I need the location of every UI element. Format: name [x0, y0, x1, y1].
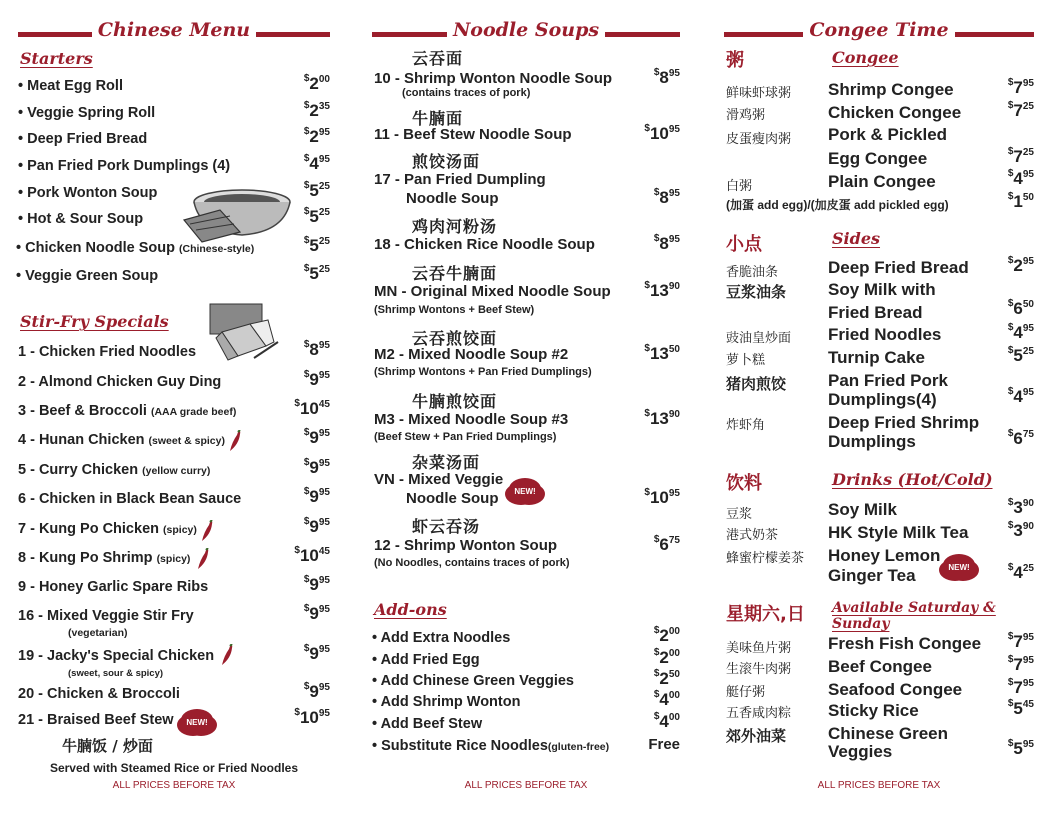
soup-note: (No Noodles, contains traces of pork): [374, 557, 570, 569]
menu-item: 1 - Chicken Fried Noodles: [18, 344, 197, 360]
footer-note: ALL PRICES BEFORE TAX: [464, 780, 588, 791]
soup-bowl-illustration: [180, 180, 298, 250]
soup-name: M3 - Mixed Noodle Soup #3: [374, 411, 569, 428]
item-price: $^{\$}7^{95}$: [1007, 677, 1034, 697]
soup-name: 12 - Shrimp Wonton Soup: [374, 537, 558, 554]
item-cn-name: 蜂蜜柠檬姜茶: [726, 551, 805, 566]
new-badge: NEW!: [180, 711, 214, 735]
item-cn-name: 皮蛋瘦肉粥: [726, 132, 792, 147]
item-price: $^{\$}4^{25}$: [1007, 562, 1034, 582]
menu-item: 19 - Jacky's Special Chicken: [18, 648, 215, 664]
item-price: $^{\$}5^{95}$: [1007, 738, 1034, 758]
item-price: $^{\$}10^{95}$: [644, 123, 680, 143]
item-price: $^{\$}7^{95}$: [1007, 654, 1034, 674]
soup-cn-name: 鸡肉河粉汤: [412, 217, 498, 236]
item-price: $^{\$}5^{25}$: [1007, 345, 1034, 365]
congee-cn-heading: 粥: [726, 50, 744, 71]
item-price: $^{\$}13^{50}$: [644, 343, 680, 363]
menu-item: • Pan Fried Pork Dumplings (4): [18, 158, 231, 174]
item-price: $^{\$}5^{45}$: [1007, 698, 1034, 718]
menu-item: • Deep Fried Bread: [18, 131, 148, 147]
item-name: Fried Noodles: [828, 325, 942, 344]
soup-cn-name: 杂菜汤面: [412, 453, 481, 472]
item-name: Pan Fried Pork: [828, 371, 948, 390]
item-price: $^{\$}8^{95}$: [653, 187, 680, 207]
item-name-line2: Egg Congee: [828, 149, 928, 168]
item-cn-name: 白粥: [726, 179, 753, 194]
item-price: $^{\$}9^{95}$: [303, 681, 330, 701]
item-price: $^{\$}7^{95}$: [1007, 631, 1034, 651]
item-cn-name: 炸虾角: [726, 418, 766, 433]
addons-heading: Add-ons: [374, 600, 447, 619]
item-name-line2: Dumplings(4): [828, 390, 937, 409]
menu-item: • Hot & Sour Soup: [18, 211, 144, 227]
addon-item: • Add Extra Noodles: [372, 630, 511, 646]
soup-name: MN - Original Mixed Noodle Soup: [374, 283, 611, 300]
item-name: Chicken Congee: [828, 103, 962, 122]
item-name: Deep Fried Bread: [828, 258, 969, 277]
drinks-heading: Drinks (Hot/Cold): [832, 470, 993, 489]
menu-item: • Pork Wonton Soup: [18, 185, 158, 201]
item-name: Seafood Congee: [828, 680, 963, 699]
item-name: Deep Fried Shrimp: [828, 413, 980, 432]
item-price: $^{\$}3^{90}$: [1007, 520, 1034, 540]
item-name: Pork & Pickled: [828, 125, 948, 144]
item-cn-name: 猪肉煎饺: [726, 375, 787, 393]
item-cn-name: 五香咸肉粽: [726, 706, 792, 721]
item-cn-name: 生滚牛肉粥: [726, 662, 792, 677]
item-price: $^{\$}10^{95}$: [644, 487, 680, 507]
item-price: $^{\$}9^{95}$: [303, 369, 330, 389]
starters-heading: Starters: [20, 49, 93, 68]
footer-note: ALL PRICES BEFORE TAX: [112, 780, 236, 791]
soup-cn-name: 虾云吞汤: [412, 517, 481, 536]
chili-pepper-icon: [220, 644, 234, 666]
menu-item: • Veggie Spring Roll: [18, 105, 156, 121]
item-price: $^{\$}5^{25}$: [303, 235, 330, 255]
soup-cn-name: 牛腩煎饺面: [412, 392, 498, 411]
column-chinese-menu: [18, 18, 330, 798]
column-congee-time: [724, 18, 1034, 798]
sides-heading: Sides: [832, 229, 881, 248]
item-name: Turnip Cake: [828, 348, 925, 367]
menu-item: • Meat Egg Roll: [18, 78, 123, 94]
item-cn-name: 港式奶茶: [726, 528, 779, 543]
item-price: $^{\$}9^{95}$: [303, 643, 330, 663]
weekend-heading: Available Saturday & Sunday: [832, 600, 996, 632]
soup-name: M2 - Mixed Noodle Soup #2: [374, 346, 569, 363]
item-cn-name: 香脆油条: [726, 265, 779, 280]
chili-pepper-icon: [200, 520, 214, 542]
item-price: $^{\$}4^{95}$: [1007, 386, 1034, 406]
veg-note: (vegetarian): [68, 627, 128, 639]
item-price: $^{\$}2^{35}$: [303, 100, 330, 120]
weekend-cn-heading: 星期六,日: [726, 604, 805, 625]
soup-cn-name: 云吞面: [412, 49, 464, 68]
item-price: $^{\$}2^{00}$: [303, 73, 330, 93]
addon-item: • Add Beef Stew: [372, 716, 483, 732]
item-name-line2: Dumplings: [828, 432, 916, 451]
banner-title: Chinese Menu: [92, 19, 256, 41]
menu-item: 8 - Kung Po Shrimp (spicy): [18, 550, 191, 566]
item-price: $^{\$}9^{95}$: [303, 574, 330, 594]
item-cn-name: 豆浆油条: [726, 283, 787, 301]
congee-heading: Congee: [832, 48, 899, 67]
item-name-line2: Ginger Tea: [828, 566, 916, 585]
menu-item: • Veggie Green Soup: [16, 268, 159, 284]
menu-item: 3 - Beef & Broccoli (AAA grade beef): [18, 403, 237, 419]
item-cn-name: 鲜味虾球粥: [726, 86, 792, 101]
item-price: $^{\$}2^{95}$: [1007, 255, 1034, 275]
item-cn-name: 豉油皇炒面: [726, 331, 792, 346]
item-cn-name: 豆浆: [726, 507, 753, 522]
item-price: $^{\$}6^{75}$: [1007, 428, 1034, 448]
footer-note: ALL PRICES BEFORE TAX: [817, 780, 941, 791]
soup-name: 11 - Beef Stew Noodle Soup: [374, 126, 572, 143]
egg-addon-note: (加蛋 add egg)/(加皮蛋 add pickled egg): [726, 198, 949, 212]
stirfry-heading: Stir-Fry Specials: [20, 312, 169, 331]
item-price: $^{\$}5^{25}$: [303, 206, 330, 226]
soup-cn-name: 云吞煎饺面: [412, 329, 498, 348]
beef-stew-cn: 牛腩饭 / 炒面: [62, 737, 153, 755]
item-price: Free: [648, 736, 680, 753]
item-name: Plain Congee: [828, 172, 936, 191]
soup-name-line2: Noodle Soup: [406, 490, 499, 507]
menu-item: 16 - Mixed Veggie Stir Fry: [18, 608, 194, 624]
item-cn-name: 艇仔粥: [726, 685, 766, 700]
item-price: $^{\$}13^{90}$: [644, 280, 680, 300]
addon-item: • Substitute Rice Noodles(gluten-free): [372, 738, 610, 754]
item-name: Beef Congee: [828, 657, 932, 676]
menu-item: 9 - Honey Garlic Spare Ribs: [18, 579, 209, 595]
drinks-cn-heading: 饮料: [726, 473, 762, 494]
item-price: $^{\$}8^{95}$: [653, 233, 680, 253]
soup-name: 10 - Shrimp Wonton Noodle Soup: [374, 70, 613, 87]
item-cn-name: 滑鸡粥: [726, 108, 766, 123]
item-price: $^{\$}10^{95}$: [294, 707, 330, 727]
addon-item: • Add Chinese Green Veggies: [372, 673, 574, 689]
item-price: $^{\$}4^{00}$: [653, 711, 680, 731]
menu-item: 20 - Chicken & Broccoli: [18, 686, 180, 702]
item-name: Soy Milk with: [828, 280, 936, 299]
item-price: $^{\$}10^{45}$: [294, 398, 330, 418]
item-cn-name: 美味鱼片粥: [726, 641, 792, 656]
item-price: $^{\$}9^{95}$: [303, 516, 330, 536]
jacky-note: (sweet, sour & spicy): [68, 668, 164, 679]
chili-pepper-icon: [228, 430, 242, 452]
soup-note: (contains traces of pork): [402, 87, 531, 99]
item-price: $^{\$}7^{25}$: [1007, 146, 1034, 166]
item-price: $^{\$}2^{50}$: [653, 668, 680, 688]
item-name-line2: Veggies: [828, 742, 893, 761]
addon-item: • Add Fried Egg: [372, 652, 480, 668]
soup-name: 17 - Pan Fried Dumpling: [374, 171, 546, 188]
soup-cn-name: 牛腩面: [412, 109, 464, 128]
item-price: $^{\$}6^{50}$: [1007, 298, 1034, 318]
soup-note: (Shrimp Wontons + Beef Stew): [374, 304, 535, 316]
menu-item: 5 - Curry Chicken (yellow curry): [18, 462, 211, 478]
item-price: $^{\$}7^{95}$: [1007, 77, 1034, 97]
item-cn-name: 郊外油菜: [726, 727, 787, 745]
item-name: Honey Lemon: [828, 546, 941, 565]
item-price: $^{\$}5^{25}$: [303, 180, 330, 200]
item-name-line2: Fried Bread: [828, 303, 923, 322]
item-name: Chinese Green: [828, 724, 948, 743]
item-price: $^{\$}4^{00}$: [653, 689, 680, 709]
soup-cn-name: 云吞牛腩面: [412, 264, 498, 283]
banner-title: Noodle Soups: [447, 19, 605, 41]
item-name: Shrimp Congee: [828, 80, 954, 99]
menu-item: 21 - Braised Beef Stew: [18, 712, 174, 728]
item-name: Soy Milk: [828, 500, 897, 519]
item-price: $^{\$}2^{95}$: [303, 126, 330, 146]
item-name: HK Style Milk Tea: [828, 523, 969, 542]
item-price: $^{\$}9^{95}$: [303, 427, 330, 447]
item-price: $^{\$}13^{90}$: [644, 408, 680, 428]
egg-addon-price: $^{\$}1^{50}$: [1007, 191, 1034, 211]
soup-note: (Beef Stew + Pan Fried Dumplings): [374, 431, 557, 443]
item-price: $^{\$}4^{95}$: [1007, 322, 1034, 342]
new-badge: NEW!: [942, 556, 976, 580]
soup-note: (Shrimp Wontons + Pan Fried Dumplings): [374, 366, 592, 378]
item-price: $^{\$}10^{45}$: [294, 545, 330, 565]
soup-name-line2: Noodle Soup: [406, 190, 499, 207]
item-price: $^{\$}9^{95}$: [303, 486, 330, 506]
item-price: $^{\$}8^{95}$: [653, 67, 680, 87]
banner-noodle-soups: [372, 18, 680, 46]
item-name: Fresh Fish Congee: [828, 634, 982, 653]
item-price: $^{\$}3^{90}$: [1007, 497, 1034, 517]
soup-cn-name: 煎饺汤面: [412, 152, 481, 171]
item-price: $^{\$}4^{95}$: [1007, 168, 1034, 188]
served-note: Served with Steamed Rice or Fried Noodles: [49, 761, 299, 775]
new-badge: NEW!: [508, 480, 542, 504]
menu-item: 7 - Kung Po Chicken (spicy): [18, 521, 197, 537]
menu-item: 4 - Hunan Chicken (sweet & spicy): [18, 432, 225, 448]
column-noodle-soups: [372, 18, 680, 798]
banner-chinese-menu: [18, 18, 330, 46]
item-price: $^{\$}2^{00}$: [653, 647, 680, 667]
item-cn-name: 萝卜糕: [726, 353, 766, 368]
menu-item: 2 - Almond Chicken Guy Ding: [18, 374, 222, 390]
banner-title: Congee Time: [803, 19, 954, 41]
item-price: $^{\$}8^{95}$: [303, 339, 330, 359]
item-price: $^{\$}4^{95}$: [303, 153, 330, 173]
sides-cn-heading: 小点: [726, 234, 762, 255]
chili-pepper-icon: [196, 548, 210, 570]
item-price: $^{\$}9^{95}$: [303, 457, 330, 477]
item-name: Sticky Rice: [828, 701, 919, 720]
soup-name: VN - Mixed Veggie: [374, 471, 504, 488]
item-price: $^{\$}7^{25}$: [1007, 100, 1034, 120]
banner-congee-time: [724, 18, 1034, 46]
item-price: $^{\$}6^{75}$: [653, 534, 680, 554]
soup-name: 18 - Chicken Rice Noodle Soup: [374, 236, 595, 253]
addon-item: • Add Shrimp Wonton: [372, 694, 521, 710]
item-price: $^{\$}2^{00}$: [653, 625, 680, 645]
menu-item: 6 - Chicken in Black Bean Sauce: [18, 491, 242, 507]
item-price: $^{\$}5^{25}$: [303, 263, 330, 283]
item-price: $^{\$}9^{95}$: [303, 603, 330, 623]
menu-item: • Chicken Noodle Soup (Chinese-style): [16, 240, 255, 256]
